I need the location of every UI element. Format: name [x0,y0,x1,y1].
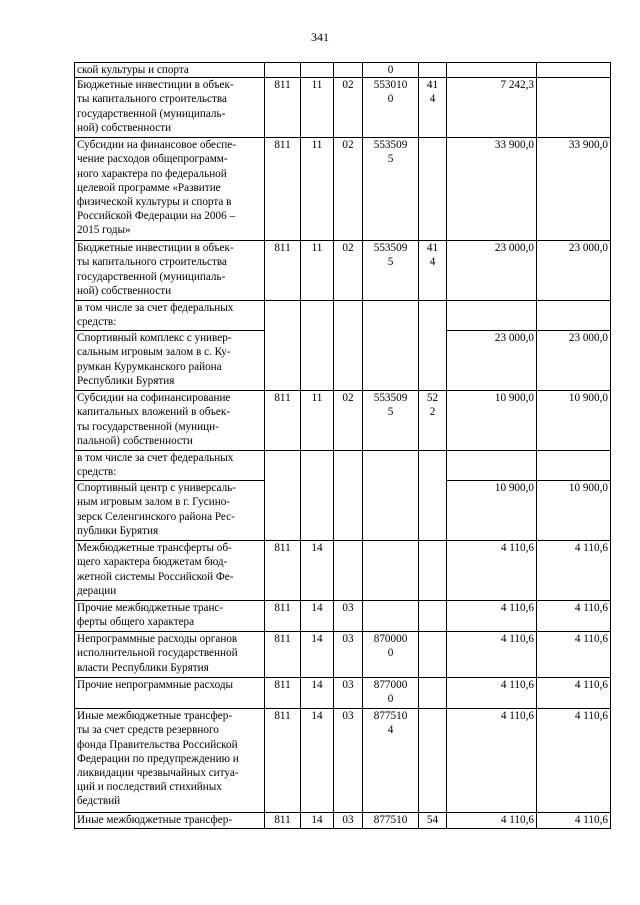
row-name: Прочие непрограммные расходы [75,678,265,709]
cell-amount-2015: 23 000,0 [537,241,611,301]
table-row [75,451,611,481]
cell-ministry: 811 [265,813,301,829]
cell-subsection: 02 [334,241,363,301]
cell-ministry [265,451,301,481]
cell-target: 553509 5 [363,391,419,451]
cell-ministry: 811 [265,601,301,632]
table-row [75,241,611,301]
row-name: Межбюджетные трансферты об- щего характера бюджетам бюд- жетной системы Российской Фе- дерации [75,541,265,601]
row-name: Прочие межбюджетные транс- ферты общего характера [75,601,265,632]
table-row [75,813,611,829]
cell-expense-type [419,331,447,391]
cell-section: 14 [301,678,334,709]
row-name: ской культуры и спорта [75,63,265,78]
cell-section [301,63,334,78]
cell-expense-type [419,632,447,678]
table-row [75,632,611,678]
cell-target [363,331,419,391]
cell-subsection [334,331,363,391]
cell-target [363,601,419,632]
table-row [75,601,611,632]
cell-subsection: 03 [334,632,363,678]
cell-amount-2015 [537,451,611,481]
cell-section: 14 [301,541,334,601]
cell-amount-2015: 4 110,6 [537,709,611,813]
cell-subsection: 03 [334,601,363,632]
cell-amount-2015: 4 110,6 [537,541,611,601]
row-name: Субсидии на финансовое обеспе- чение расходов общепрограмм- ного характера по федеральной целевой программе «Развитие физической культуры и спорта в Российской Федерации на 2006 – 2015 годы» [75,138,265,241]
cell-amount-2014 [447,301,537,331]
row-name: Непрограммные расходы органов исполнительной государственной власти Республики Бурятия [75,632,265,678]
cell-ministry: 811 [265,391,301,451]
page-number: 341 [311,30,329,44]
cell-expense-type [419,301,447,331]
cell-section [301,451,334,481]
cell-section: 14 [301,709,334,813]
cell-subsection [334,451,363,481]
cell-target: 0 [363,63,419,78]
cell-section: 11 [301,391,334,451]
cell-amount-2014: 4 110,6 [447,541,537,601]
cell-target: 553509 5 [363,138,419,241]
cell-ministry: 811 [265,78,301,138]
row-name: Иные межбюджетные трансфер- [75,813,265,829]
cell-subsection [334,481,363,541]
cell-target: 877510 4 [363,709,419,813]
cell-section: 11 [301,241,334,301]
cell-expense-type [419,481,447,541]
cell-amount-2014: 10 900,0 [447,391,537,451]
row-name: Спортивный комплекс с универ- сальным игровым залом в с. Ку- румкан Курумканского района Республики Бурятия [75,331,265,391]
cell-ministry: 811 [265,678,301,709]
cell-amount-2014: 23 000,0 [447,241,537,301]
cell-amount-2015: 4 110,6 [537,601,611,632]
table-row [75,481,611,541]
cell-amount-2015 [537,301,611,331]
row-name: Бюджетные инвестиции в объек- ты капитального строительства государственной (муниципаль- ной) собственности [75,78,265,138]
cell-amount-2014: 33 900,0 [447,138,537,241]
cell-target: 553010 0 [363,78,419,138]
cell-amount-2014: 4 110,6 [447,813,537,829]
cell-amount-2015: 4 110,6 [537,813,611,829]
cell-ministry: 811 [265,138,301,241]
table-row [75,678,611,709]
cell-target: 870000 0 [363,632,419,678]
cell-section [301,481,334,541]
cell-expense-type [419,63,447,78]
cell-amount-2014: 10 900,0 [447,481,537,541]
cell-amount-2014 [447,451,537,481]
row-name: Бюджетные инвестиции в объек- ты капитального строительства государственной (муниципаль- ной) собственности [75,241,265,301]
cell-subsection: 02 [334,391,363,451]
cell-amount-2015: 10 900,0 [537,481,611,541]
cell-section: 11 [301,78,334,138]
cell-section: 14 [301,601,334,632]
cell-ministry: 811 [265,541,301,601]
cell-target [363,481,419,541]
cell-subsection: 03 [334,813,363,829]
table-row [75,391,611,451]
cell-subsection [334,301,363,331]
table-row [75,331,611,391]
cell-subsection: 03 [334,678,363,709]
table-row [75,78,611,138]
cell-target [363,451,419,481]
cell-target [363,301,419,331]
cell-section [301,331,334,391]
cell-target: 877510 [363,813,419,829]
cell-amount-2015: 23 000,0 [537,331,611,391]
cell-amount-2015: 4 110,6 [537,678,611,709]
cell-section: 14 [301,632,334,678]
cell-subsection: 02 [334,138,363,241]
cell-amount-2014: 4 110,6 [447,632,537,678]
table-row [75,63,611,78]
cell-amount-2015: 10 900,0 [537,391,611,451]
cell-ministry [265,481,301,541]
row-name: в том числе за счет федеральных средств: [75,301,265,331]
cell-subsection: 03 [334,709,363,813]
row-name: Иные межбюджетные трансфер- ты за счет средств резервного фонда Правительства Российской Федерации по предупреждению и ликвидации чрезвычайных ситуа- ций и последствий стихийных бедствий [75,709,265,813]
cell-target: 877000 0 [363,678,419,709]
row-name: Субсидии на софинансирование капитальных вложений в объек- ты государственной (муници- пальной) собственности [75,391,265,451]
table-row [75,301,611,331]
cell-expense-type: 41 4 [419,78,447,138]
cell-amount-2014 [447,63,537,78]
cell-amount-2015: 4 110,6 [537,632,611,678]
cell-expense-type: 52 2 [419,391,447,451]
table-row [75,709,611,813]
cell-ministry: 811 [265,709,301,813]
cell-ministry [265,301,301,331]
cell-expense-type [419,709,447,813]
cell-ministry: 811 [265,241,301,301]
cell-amount-2015 [537,63,611,78]
cell-expense-type [419,451,447,481]
table-row [75,541,611,601]
cell-section: 11 [301,138,334,241]
cell-section [301,301,334,331]
cell-amount-2014: 7 242,3 [447,78,537,138]
cell-expense-type: 41 4 [419,241,447,301]
cell-ministry [265,331,301,391]
cell-expense-type: 54 [419,813,447,829]
table-row [75,138,611,241]
cell-target [363,541,419,601]
cell-amount-2014: 4 110,6 [447,601,537,632]
row-name: Спортивный центр с универсаль- ным игровым залом в г. Гусино- зерск Селенгинского района Рес- публики Бурятия [75,481,265,541]
cell-ministry [265,63,301,78]
cell-expense-type [419,138,447,241]
cell-subsection: 02 [334,78,363,138]
cell-ministry: 811 [265,632,301,678]
cell-section: 14 [301,813,334,829]
cell-subsection [334,63,363,78]
cell-target: 553509 5 [363,241,419,301]
cell-expense-type [419,541,447,601]
cell-amount-2014: 23 000,0 [447,331,537,391]
cell-amount-2014: 4 110,6 [447,678,537,709]
cell-subsection [334,541,363,601]
cell-expense-type [419,601,447,632]
cell-amount-2015 [537,78,611,138]
cell-expense-type [419,678,447,709]
cell-amount-2015: 33 900,0 [537,138,611,241]
cell-amount-2014: 4 110,6 [447,709,537,813]
row-name: в том числе за счет федеральных средств: [75,451,265,481]
budget-table [74,62,611,829]
